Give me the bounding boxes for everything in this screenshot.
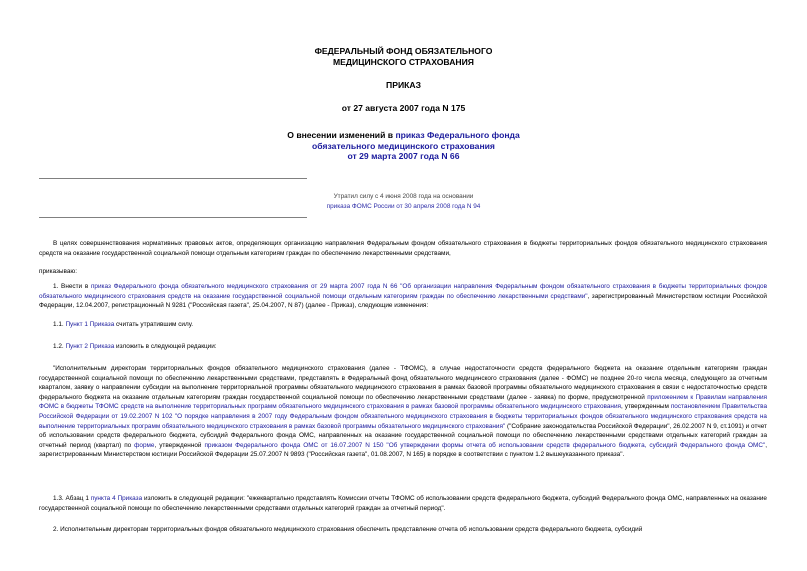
paragraph-1 (39, 282, 767, 311)
status-note-text: Утратил силу с 4 июня 2008 года на основании (333, 193, 474, 200)
quote-link-government-resolution[interactable]: постановлением Правительства Российской Федерации от 19.02.2007 N 102 "О порядке направления в 2007 году Федеральным фондом обязательного медицинского страхования в бюджеты территориальных фондов обязательного медицинского страхования средств на выполнение территориальных программ обязательного медицинского страхования в рамках базовой программы обязательного медицинского страхования" (39, 403, 767, 430)
issuer-line-1: ФЕДЕРАЛЬНЫЙ ФОНД ОБЯЗАТЕЛЬНОГО (314, 46, 493, 56)
note-divider-bottom (39, 217, 307, 218)
title-link-amended-order[interactable]: приказ Федерального фонда (395, 130, 520, 140)
paragraph-2: 2. Исполнительным директорам территориальных фондов обязательного медицинского страхования обеспечить представление отчета об использовании средств федерального бюджета, субсидий (53, 526, 643, 533)
paragraph-1-link-order[interactable]: приказ Федерального фонда обязательного медицинского страхования от 29 марта 2007 года N 66 (90, 283, 398, 290)
issuer-organization (0, 46, 807, 67)
paragraph-1-link-title[interactable]: "Об организации направления Федеральным фондом обязательного страхования в бюджеты территориальных фондов обязательного медицинского страхования средств на оказание государственной социальной помощи отдельным категориям граждан по обеспечению лекарственными средствами" (39, 283, 767, 300)
order-verb: приказываю: (39, 268, 77, 275)
document-date: от 27 августа 2007 года N 175 (341, 103, 466, 113)
title-link-line-2[interactable]: обязательного медицинского страхования (312, 140, 495, 151)
paragraph-1-3: 1.3. Абзац 1 пункта 4 Приказа изложить в следующей редакции: "ежеквартально представлять Комиссии отчеты ТФОМС об использовании средств федерального бюджета, субсидий Федерального фонда ОМС, направленных на оказание государственной социальной помощи по обеспечению лекарственными средствами отдельных категорий граждан за отчетный период". (39, 495, 767, 512)
quote-link-foms-order[interactable]: приказом Федерального фонда ОМС от 16.07.2007 N 150 "Об утверждении формы отчета об использовании средств федерального бюджета, субсидий Федерального фонда ОМС" (204, 441, 766, 449)
paragraph-1-1: 1.1. Пункт 1 Приказа считать утратившим силу. (53, 321, 194, 328)
paragraph-1-2-link[interactable]: Пункт 2 Приказа (65, 343, 115, 350)
paragraph-1-1-link[interactable]: Пункт 1 Приказа (65, 321, 115, 328)
title-link-line-3[interactable]: от 29 марта 2007 года N 66 (347, 151, 460, 161)
quoted-new-wording: "Исполнительным директорам территориальных фондов обязательного медицинского страхования (далее - ТФОМС), в случае недостаточности средств федерального бюджета на оказание отдельным категориям граждан государственной социальной помощи по обеспечению лекарственными средствами, представлять в Федеральный фонд обязательного медицинского страхования (далее - ФОМС) не позднее 20-го числа месяца, следующего за отчетным кварталом, заявку о направлении субсидии на выполнение территориальной программы обязательного медицинского страхования в рамках базовой программы обязательного медицинского страхования в связи с недостаточностью средств федерального бюджета на оказание отдельным категориям граждан государственной социальной помощи по обеспечению лекарственными средствами (далее - заявка) по форме, предусмотренной приложением к Правилам направления ФОМС в бюджеты ТФОМС средств на выполнение территориальных программ обязательного медицинского страхования в рамках базовой программы обязательного медицинского страхования, утвержденным постановлением Правительства Российской Федерации от 19.02.2007 N 102 "О порядке направления в 2007 году Федеральным фондом обязательного медицинского страхования в бюджеты территориальных фондов обязательного медицинского страхования средств на выполнение территориальных программ обязательного медицинского страхования в рамках базовой программы обязательного медицинского страхования" ("Собрание законодательства Российской Федерации", 26.02.2007 N 9, ст.1091) и отчет об использовании средств федерального бюджета, субсидий Федерального фонда ОМС, направленных на оказание государственной социальной помощи по обеспечению лекарственными средствами отдельных категорий граждан за отчетный период (квартал) по форме, утвержденной приказом Федерального фонда ОМС от 16.07.2007 N 150 "Об утверждении формы отчета об использовании средств федерального бюджета, субсидий Федерального фонда ОМС", зарегистрированным Министерством юстиции Российской Федерации 25.07.2007 N 9893 ("Российская газета", 01.08.2007, N 165) в порядке в соответствии с пунктом 1.2 вышеуказанного приказа". (39, 365, 768, 459)
issuer-line-2: МЕДИЦИНСКОГО СТРАХОВАНИЯ (333, 56, 474, 67)
intro-paragraph: В целях совершенствования нормативных правовых актов, определяющих организацию направления Федеральным фондом обязательного страхования в бюджеты территориальных фондов обязательного медицинского страхования средств на оказание государственной социальной помощи отдельным категориям граждан по обеспечению лекарственными средствами, (39, 240, 767, 257)
document-title (0, 130, 807, 162)
title-prefix: О внесении изменений в (287, 130, 396, 140)
document-type: ПРИКАЗ (386, 80, 421, 90)
paragraph-1-start: 1. Внести в (53, 283, 91, 290)
quote-link-form[interactable]: форме (134, 441, 155, 449)
status-note-link[interactable]: приказа ФОМС России от 30 апреля 2008 года N 94 (326, 203, 481, 210)
quote-link-appendix[interactable]: приложением к Правилам направления ФОМС в бюджеты ТФОМС средств на выполнение территориальных программ обязательного медицинского страхования в рамках базовой программы обязательного медицинского страхования (39, 393, 768, 411)
paragraph-1-3-link[interactable]: пункта 4 Приказа (90, 495, 143, 502)
paragraph-1-2: 1.2. Пункт 2 Приказа изложить в следующей редакции: (53, 343, 217, 350)
note-divider-top (39, 178, 307, 179)
paragraph-1-end: , зарегистрированный Министерством юстиции Российской Федерации, 12.04.2007, регистрационный N 9281 ("Российская газета", 25.04.2007, N 87) (далее - Приказ), следующие изменения: (39, 292, 767, 310)
status-note-link-row (0, 202, 807, 211)
